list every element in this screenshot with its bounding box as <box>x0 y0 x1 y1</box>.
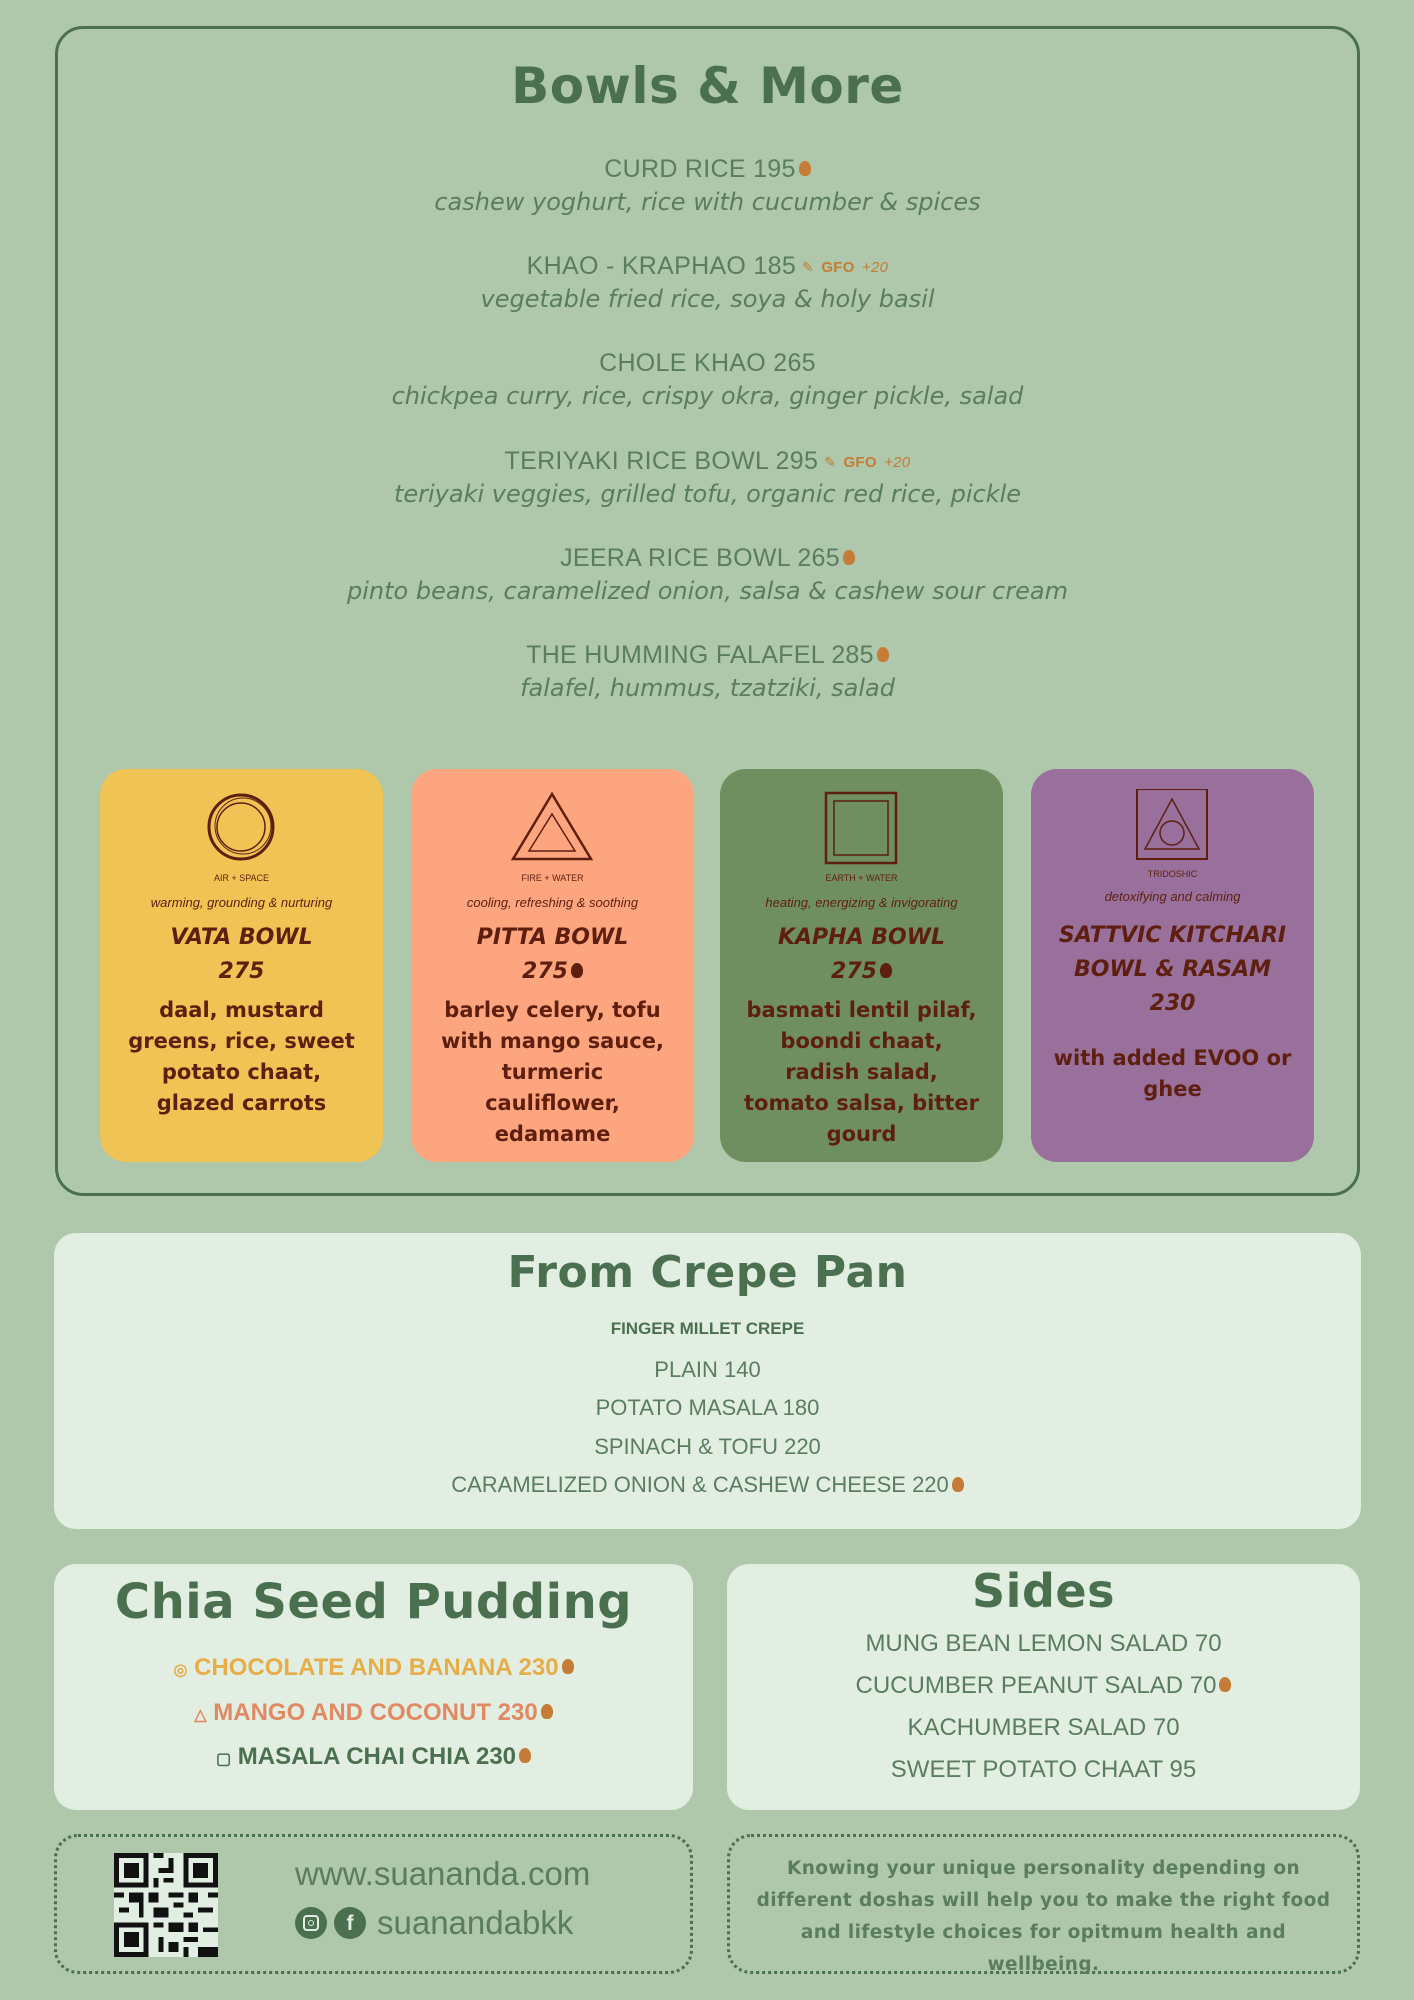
side-item: KACHUMBER SALAD 70 <box>907 1714 1180 1741</box>
item-name <box>58 641 1357 670</box>
crepe-item: PLAIN 140 <box>654 1357 761 1382</box>
qr-code-icon[interactable] <box>114 1853 218 1957</box>
chia-item <box>54 1699 693 1727</box>
triangle-symbol-icon <box>411 789 694 869</box>
dosha-price: 275 <box>522 959 568 984</box>
vegan-leaf-icon <box>541 1704 553 1719</box>
vegan-leaf-icon <box>1219 1677 1231 1692</box>
vegan-leaf-icon <box>880 963 892 978</box>
vegan-leaf-icon <box>877 647 889 662</box>
dosha-price-row <box>730 955 993 989</box>
triangle-symbol-icon: △ <box>194 1707 207 1724</box>
crepe-item-text: CARAMELIZED ONION & CASHEW CHEESE 220 <box>451 1472 949 1497</box>
chia-item-text: MANGO AND COCONUT 230 <box>213 1699 538 1726</box>
dosha-element: FIRE + WATER <box>521 873 584 883</box>
dosha-price-row <box>421 955 684 989</box>
item-name-text: KHAO - KRAPHAO 185 <box>526 252 797 280</box>
item-name: CHOLE KHAO 265 <box>599 349 816 377</box>
dosha-price: 230 <box>1149 991 1196 1016</box>
item-name <box>58 155 1357 184</box>
square-symbol-icon: ▢ <box>215 1751 232 1768</box>
menu-item <box>58 349 1357 410</box>
chia-item <box>54 1743 693 1771</box>
chia-item-text: MASALA CHAI CHIA 230 <box>237 1743 517 1770</box>
side-item-text: CUCUMBER PEANUT SALAD 70 <box>855 1672 1217 1699</box>
item-name-text: THE HUMMING FALAFEL 285 <box>526 641 874 669</box>
crepe-title: From Crepe Pan <box>507 1247 908 1298</box>
item-desc: cashew yoghurt, rice with cucumber & spices <box>434 188 981 216</box>
crepe-item: POTATO MASALA 180 <box>595 1395 820 1420</box>
gfo-badge: GFO <box>821 258 855 276</box>
circle-symbol-icon <box>100 789 383 869</box>
instagram-icon[interactable] <box>295 1907 327 1939</box>
crepe-item: SPINACH & TOFU 220 <box>594 1434 821 1459</box>
circle-symbol-icon: ◎ <box>173 1662 188 1679</box>
vata-card <box>100 769 383 1162</box>
chia-item-text: CHOCOLATE AND BANANA 230 <box>194 1654 559 1681</box>
tridoshic-card <box>1031 769 1314 1162</box>
menu-item <box>58 641 1357 702</box>
item-desc: vegetable fried rice, soya & holy basil <box>480 285 935 313</box>
gfo-extra: +20 <box>861 258 889 276</box>
vegan-leaf-icon <box>571 963 583 978</box>
contact-panel <box>54 1834 693 1974</box>
dosha-note: Knowing your unique personality depending on different doshas will help you to make the right food and lifestyle choices for opitmum health and wellbeing. <box>756 1858 1331 1975</box>
side-item: MUNG BEAN LEMON SALAD 70 <box>865 1630 1222 1657</box>
menu-item <box>58 155 1357 216</box>
gluten-free-option-icon: ✎ <box>824 453 837 470</box>
dosha-tagline: warming, grounding & nurturing <box>150 895 333 910</box>
item-name <box>58 544 1357 573</box>
item-desc: pinto beans, caramelized onion, salsa & cashew sour cream <box>347 577 1068 605</box>
pitta-card <box>411 769 694 1162</box>
item-desc: falafel, hummus, tzatziki, salad <box>520 674 895 702</box>
sides-title: Sides <box>972 1564 1115 1618</box>
kapha-card <box>720 769 1003 1162</box>
menu-item <box>58 544 1357 605</box>
item-name-text: JEERA RICE BOWL 265 <box>560 544 840 572</box>
dosha-element: TRIDOSHIC <box>1147 869 1198 879</box>
menu-item <box>58 447 1357 508</box>
item-desc: teriyaki veggies, grilled tofu, organic red rice, pickle <box>393 480 1022 508</box>
dosha-name <box>110 921 373 989</box>
item-name <box>58 447 1357 476</box>
social-row <box>295 1903 573 1943</box>
crepe-item <box>54 1472 1361 1498</box>
dosha-name <box>730 921 993 989</box>
dosha-name-text: PITTA BOWL <box>476 925 629 950</box>
item-desc: chickpea curry, rice, crispy okra, ginger pickle, salad <box>391 382 1024 410</box>
dosha-name-text: VATA BOWL <box>170 925 313 950</box>
dosha-name <box>421 921 684 989</box>
gfo-extra: +20 <box>884 453 911 471</box>
dosha-name <box>1041 919 1304 1021</box>
social-handle[interactable]: suanandabkk <box>377 1904 574 1941</box>
website-link[interactable]: www.suananda.com <box>295 1855 591 1892</box>
dosha-tagline: cooling, refreshing & soothing <box>466 895 639 910</box>
bowls-panel <box>55 26 1360 1196</box>
dosha-name-text: SATTVIC KITCHARI <box>1058 923 1287 948</box>
dosha-desc: with added EVOO or ghee <box>1053 1046 1292 1101</box>
dosha-price: 275 <box>831 959 877 984</box>
item-name-text: TERIYAKI RICE BOWL 295 <box>504 447 819 475</box>
dosha-note-panel <box>727 1834 1360 1974</box>
dosha-tagline: detoxifying and calming <box>1104 889 1241 904</box>
side-item <box>727 1672 1360 1700</box>
side-item: SWEET POTATO CHAAT 95 <box>890 1756 1197 1783</box>
bowls-title: Bowls & More <box>511 57 904 115</box>
triangle-in-square-symbol-icon <box>1031 789 1314 869</box>
dosha-desc: basmati lentil pilaf, boondi chaat, radish salad, tomato salsa, bitter gourd <box>743 998 980 1146</box>
sides-panel <box>727 1564 1360 1810</box>
vegan-leaf-icon <box>843 550 855 565</box>
dosha-tagline: heating, energizing & invigorating <box>765 895 958 910</box>
dosha-name-text: BOWL & RASAM <box>1074 957 1271 982</box>
vegan-leaf-icon <box>562 1659 574 1674</box>
dosha-price: 275 <box>218 959 265 984</box>
menu-item <box>58 252 1357 313</box>
chia-item <box>54 1654 693 1682</box>
vegan-leaf-icon <box>519 1748 531 1763</box>
dosha-desc: daal, mustard greens, rice, sweet potato chaat, glazed carrots <box>128 998 355 1115</box>
facebook-icon[interactable]: f <box>334 1907 366 1939</box>
dosha-name-text: KAPHA BOWL <box>777 925 946 950</box>
crepe-panel <box>54 1233 1361 1529</box>
dosha-desc: barley celery, tofu with mango sauce, turmeric cauliflower, edamame <box>441 998 664 1146</box>
vegan-leaf-icon <box>952 1477 964 1492</box>
vegan-leaf-icon <box>799 161 811 176</box>
item-name <box>58 252 1357 281</box>
crepe-subtitle: FINGER MILLET CREPE <box>610 1319 805 1338</box>
chia-panel <box>54 1564 693 1810</box>
chia-title: Chia Seed Pudding <box>114 1574 633 1630</box>
gluten-free-option-icon: ✎ <box>802 258 815 275</box>
square-symbol-icon <box>720 789 1003 869</box>
gfo-badge: GFO <box>843 453 877 471</box>
dosha-element: AIR + SPACE <box>213 873 270 883</box>
item-name-text: CURD RICE 195 <box>604 155 796 183</box>
dosha-element: EARTH + WATER <box>825 873 898 883</box>
